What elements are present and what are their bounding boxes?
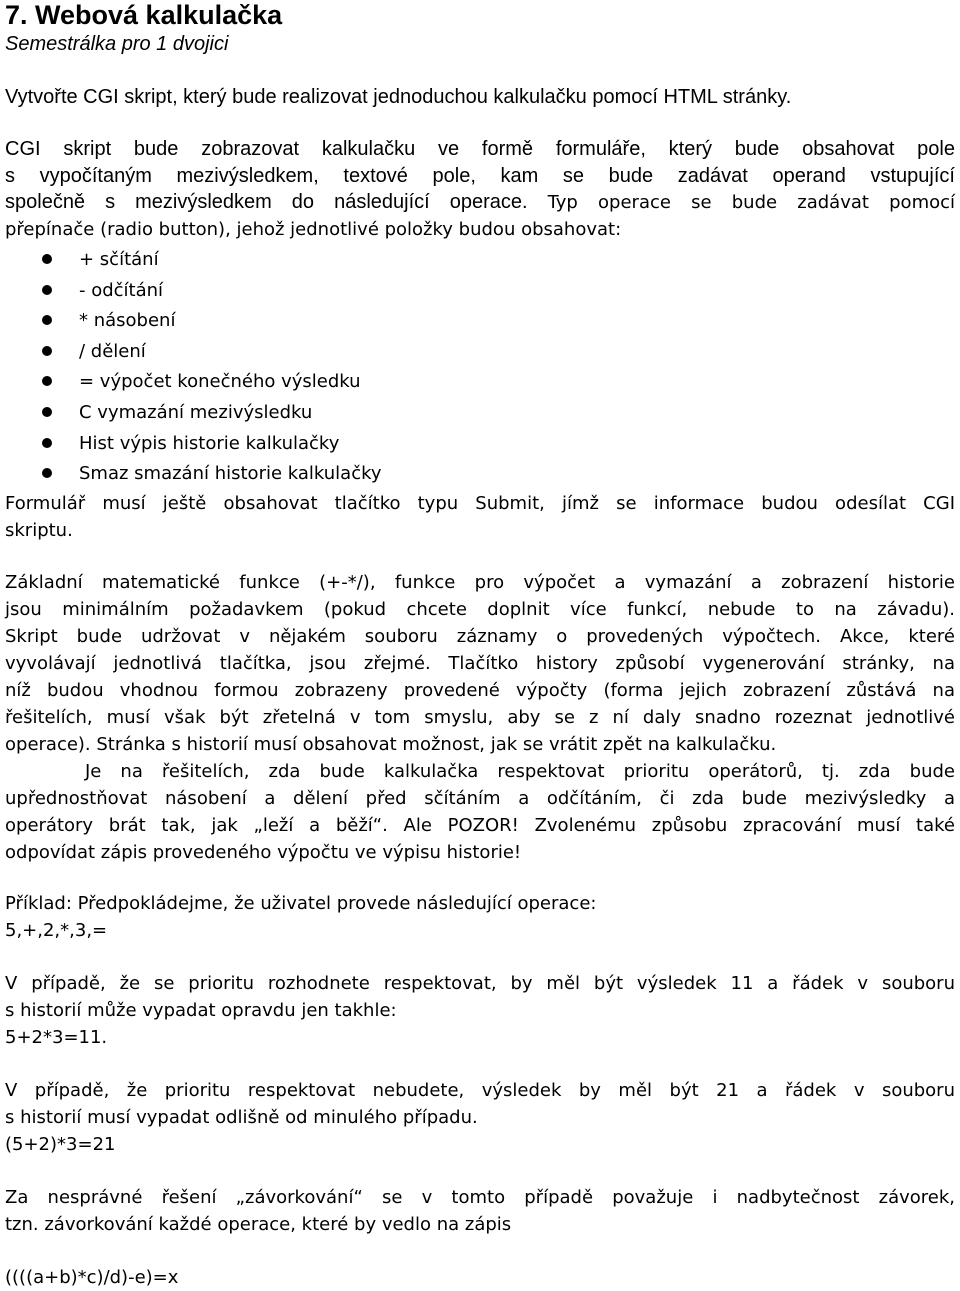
paragraph-line: V případě, že prioritu respektovat nebudete, výsledek by měl být 21 a řádek v souboru: [5, 1080, 955, 1101]
paragraph-line: Je na řešitelích, zda bude kalkulačka respektovat prioritu operátorů, tj. zda bude: [85, 761, 955, 782]
list-item: Hist výpis historie kalkulačky: [5, 429, 382, 460]
document-subtitle: Semestrálka pro 1 dvojici: [5, 33, 229, 55]
bullet-icon: [42, 346, 52, 356]
bullet-icon: [42, 407, 52, 417]
operation-list: [5, 245, 382, 490]
paragraph-line: Skript bude udržovat v nějakém souboru záznamy o provedených výpočtech. Akce, které: [5, 626, 955, 647]
paragraph-line: skriptu.: [5, 520, 73, 541]
paragraph-line: Příklad: Předpokládejme, že uživatel provede následující operace:: [5, 893, 597, 914]
list-item: / dělení: [5, 337, 382, 368]
paragraph-line: odpovídat zápis provedeného výpočtu ve výpisu historie!: [5, 842, 522, 863]
paragraph-text: Typ operace se bude zadávat pomocí: [547, 192, 956, 213]
bullet-icon: [42, 285, 52, 295]
form-note-paragraph: [5, 490, 955, 544]
nopriority-case-paragraph: [5, 1077, 955, 1158]
list-item: * násobení: [5, 306, 382, 337]
requirements-paragraph: [5, 569, 955, 866]
priority-result: 5+2*3=11.: [5, 1027, 108, 1048]
paragraph-line: přepínače (radio button), jehož jednotlivé položky budou obsahovat:: [5, 218, 622, 240]
bracket-example: ((((a+b)*c)/d)-e)=x: [5, 1267, 179, 1288]
paragraph-line: jsou minimálním požadavkem (pokud chcete doplnit více funkcí, nebude to na závadu).: [5, 599, 955, 620]
document-title: 7. Webová kalkulačka: [5, 0, 283, 30]
bullet-icon: [42, 376, 52, 386]
paragraph-line: operace). Stránka s historií musí obsahovat možnost, jak se vrátit zpět na kalkulačku.: [5, 734, 777, 755]
bracket-paragraph: [5, 1184, 955, 1238]
paragraph-line: Formulář musí ještě obsahovat tlačítko typu Submit, jímž se informace budou odesílat CGI: [5, 493, 955, 514]
paragraph-line: Za nesprávné řešení „závorkování“ se v tomto případě považuje i nadbytečnost závorek,: [5, 1187, 955, 1208]
list-item: + sčítání: [5, 245, 382, 276]
paragraph-line: řešitelích, musí však být zřetelná v tom smyslu, aby se z ní daly snadno rozeznat jednotlivé: [5, 707, 955, 728]
list-item: C vymazání mezivýsledku: [5, 398, 382, 429]
paragraph-line: Základní matematické funkce (+-*/), funkce pro výpočet a vymazání a zobrazení historie: [5, 572, 955, 593]
example-intro: [5, 890, 955, 944]
intro-paragraph: Vytvořte CGI skript, který bude realizovat jednoduchou kalkulačku pomocí HTML stránky.: [5, 86, 792, 108]
bullet-icon: [42, 438, 52, 448]
paragraph-line: tzn. závorkování každé operace, které by vedlo na zápis: [5, 1214, 512, 1235]
paragraph-line: [5, 189, 955, 217]
bullet-icon: [42, 254, 52, 264]
list-item: Smaz smazání historie kalkulačky: [5, 459, 382, 490]
paragraph-line: operátory brát tak, jak „leží a běží“. Ale POZOR! Zvolenému způsobu zpracování musí také: [5, 815, 955, 836]
paragraph-line: vyvolávají jednotlivá tlačítka, jsou zřejmé. Tlačítko history způsobí vygenerování stránky, na: [5, 653, 955, 674]
paragraph-text: společně s mezivýsledkem do následující operace.: [5, 191, 528, 213]
list-item: - odčítání: [5, 276, 382, 307]
priority-case-paragraph: [5, 970, 955, 1051]
nopriority-result: (5+2)*3=21: [5, 1134, 116, 1155]
paragraph-line: níž budou vhodnou formou zobrazeny provedené výpočty (forma jejich zobrazení zůstává na: [5, 680, 955, 701]
paragraph-line: s historií může vypadat opravdu jen takhle:: [5, 1000, 397, 1021]
paragraph-line: s historií musí vypadat odlišně od minulého případu.: [5, 1107, 478, 1128]
paragraph-line: CGI skript bude zobrazovat kalkulačku ve formě formuláře, který bude obsahovat pole: [5, 138, 955, 160]
bullet-icon: [42, 468, 52, 478]
paragraph-line: upřednostňovat násobení a dělení před sčítáním a odčítáním, či zda bude mezivýsledky a: [5, 788, 955, 809]
description-paragraph: [5, 136, 955, 243]
bullet-icon: [42, 315, 52, 325]
operation-sequence: 5,+,2,*,3,=: [5, 920, 108, 941]
list-item: = výpočet konečného výsledku: [5, 367, 382, 398]
paragraph-line: s vypočítaným mezivýsledkem, textové pole, kam se bude zadávat operand vstupující: [5, 164, 955, 187]
paragraph-line: V případě, že se prioritu rozhodnete respektovat, by měl být výsledek 11 a řádek v souboru: [5, 973, 955, 994]
